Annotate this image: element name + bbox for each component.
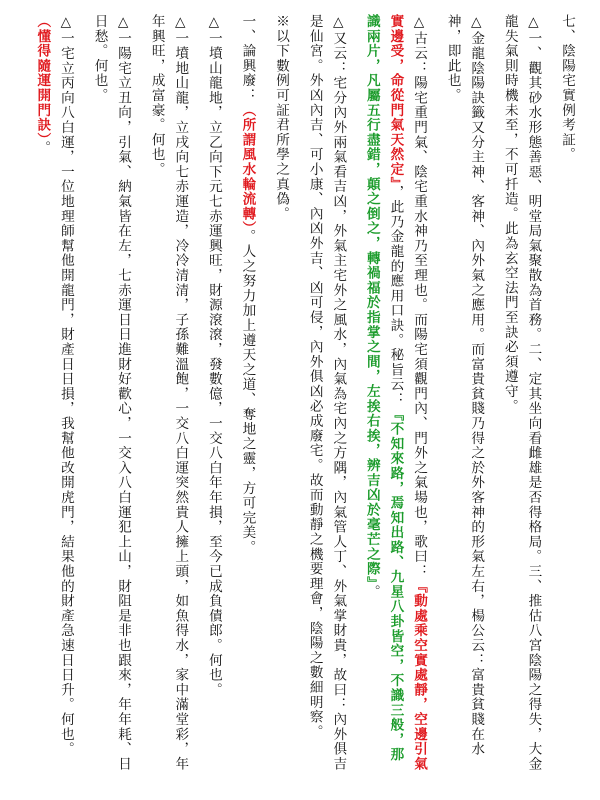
- example-1-text: △一墳山龍地，立乙向下元七赤運興旺，財源滾滾，發數億，一交八白年年損，至今已成負債郎。何也。: [205, 14, 222, 698]
- section-heading-text: 七、陰陽宅實例考証。: [559, 14, 575, 162]
- paragraph-door-qi: [359, 14, 430, 774]
- example-1: [201, 14, 225, 774]
- subsection-heading-tail: 。人之努力加上遵天之道、奪地之靈，方可完美。: [239, 229, 256, 555]
- song-quote-red: 『動處乘空實處靜，空邊引氣實邊受，命從門氣天然定』: [387, 14, 428, 772]
- example-3: [87, 14, 134, 774]
- section-heading: [554, 14, 578, 774]
- examples-note: [268, 14, 292, 774]
- example-4-end: 。: [34, 140, 51, 156]
- paragraph-door-qi-text-2: ，此乃金龍的應用口訣。秘旨云：: [387, 184, 404, 407]
- example-4-note-red: （懂得隨運開門訣）: [34, 14, 51, 141]
- subsection-heading-text: 一、論興廢：: [239, 14, 256, 103]
- example-2-text: △一墳地山龍，立戌向七赤運造，冷冷清清，子孫難溫飽，一交八白運突然貴人擁上頭，如魚得水，家中滿堂彩，年年興旺，成富豪。何也。: [148, 14, 189, 772]
- example-4-text: △一宅立丙向八白運，一位地理師幫他開龍門，財產日日損，我幫他改開虎門，結果他的財產急速日日升。何也。: [57, 14, 74, 757]
- example-3-text: △一陽宅立丑向，引氣、納氣皆在左，七赤運日日進財好歡心，一交入八白運犯上山，財阻是非也跟來，年年耗、日日愁。何也。: [91, 14, 132, 772]
- paragraph-inner-outer-qi: [302, 14, 349, 774]
- paragraph-golden-dragon-text: △金龍陰陽訣籤又分主神、客神、內外氣之應用。而富貴貧賤乃得之於外客神的形氣左右，楊公云：富貴貧賤在水神，即此也。: [444, 14, 485, 757]
- paragraph-door-qi-text: △古云：陽宅重門氣、陰宅重水神乃至理也。而陽宅須觀門內、門外之氣場也，歌曰：: [411, 14, 428, 579]
- paragraph-door-qi-end: 。: [363, 584, 380, 600]
- example-4: [30, 14, 77, 774]
- paragraph-principles: [497, 14, 544, 774]
- paragraph-golden-dragon: [440, 14, 487, 774]
- examples-note-text: ※以下數例可証君所學之真偽。: [273, 14, 290, 222]
- secret-quote-green: 『不知來路，焉知出路、九星八卦皆空，不識三般，那識兩片，凡屬五行盡錯，顛之倒之，轉禍福於指掌之間，左挨右挨，辨吉凶於毫芒之際』: [363, 14, 404, 763]
- example-2: [144, 14, 191, 774]
- subsection-heading: [235, 14, 259, 774]
- paragraph-inner-outer-qi-text: △又云：宅分內外兩氣看吉凶，外氣主宅外之風水，內氣為宅內之方隅，內氣管人丁、外氣掌財貴，故曰：內外俱吉是仙宮。外凶內吉、可小康、內凶外吉、凶可侵，內外俱凶必成廢宅。故而動靜之機要理會，陰陽之數細明察。: [306, 14, 347, 772]
- paragraph-principles-text: △一、觀其砂水形態善惡、明堂局氣聚散為首務。二、定其坐向看雌雄是否得格局。三、推估八宮陰陽之得失，大金龍失氣則時機未至，不可扦造。此為玄空法門至訣必須遵守。: [501, 14, 542, 772]
- subsection-note-red: （所謂風水輪流轉）: [239, 102, 256, 230]
